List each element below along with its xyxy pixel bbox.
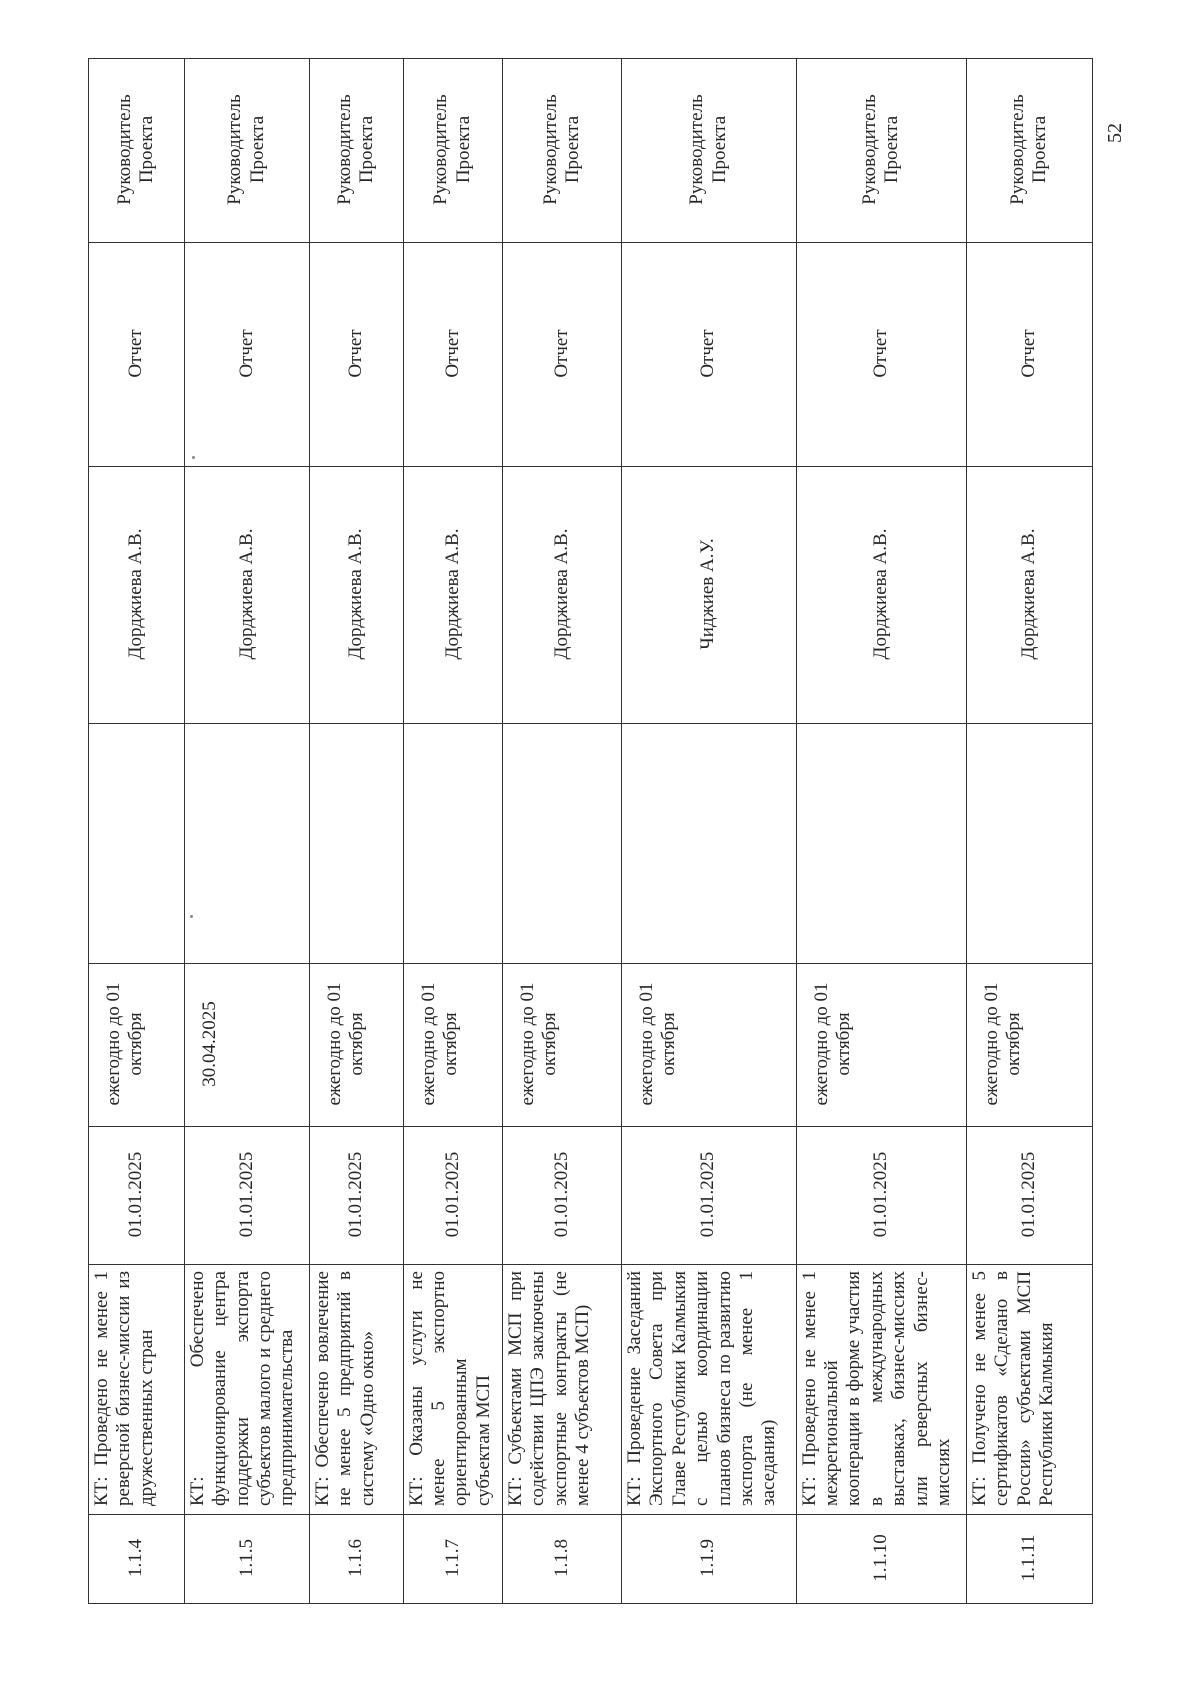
event-cell: КТ: Проведено не менее 1 межрегиональной кооперации в форме участия в международных выставках, бизнес-миссиях или реверсных бизнес-миссиях [796, 1265, 966, 1515]
table-row [966, 59, 1092, 1604]
event-cell: КТ: Проведение Заседаний Экспортного Совета при Главе Республики Калмыкия с целью координации планов бизнеса по развитию экспорта (не менее 1 заседания) [621, 1265, 796, 1515]
document-type-cell: Отчет [184, 243, 309, 467]
row-number-cell: 1.1.11 [966, 1515, 1092, 1604]
control-level-cell: Руководитель Проекта [89, 59, 185, 243]
table-row [796, 59, 966, 1604]
document-type-cell: Отчет [621, 243, 796, 467]
event-cell: КТ: Получено не менее 5 сертификатов «Сделано в России» субъектами МСП Республики Калмыкия [966, 1265, 1092, 1515]
end-date-cell: ежегодно до 01 октября [796, 964, 966, 1127]
rotated-table-sheet [88, 59, 1093, 1604]
end-date-cell: ежегодно до 01 октября [309, 964, 403, 1127]
start-date-cell: 01.01.2025 [89, 1127, 185, 1265]
start-date-cell: 01.01.2025 [966, 1127, 1092, 1265]
row-number-cell: 1.1.5 [184, 1515, 309, 1604]
event-cell: КТ: Проведено не менее 1 реверсной бизнес-миссии из дружественных стран [89, 1265, 185, 1515]
responsible-person-cell: Дорджиева А.В. [403, 467, 503, 724]
end-date-cell: ежегодно до 01 октября [621, 964, 796, 1127]
empty-cell [403, 724, 503, 964]
control-level-cell: Руководитель Проекта [403, 59, 503, 243]
control-level-cell: Руководитель Проекта [309, 59, 403, 243]
start-date-cell: 01.01.2025 [621, 1127, 796, 1265]
responsible-person-cell: Дорджиева А.В. [309, 467, 403, 724]
responsible-person-cell: Дорджиева А.В. [966, 467, 1092, 724]
control-level-cell: Руководитель Проекта [503, 59, 622, 243]
table-row [309, 59, 403, 1604]
end-date-cell: ежегодно до 01 октября [966, 964, 1092, 1127]
empty-cell [966, 724, 1092, 964]
table-row [184, 59, 309, 1604]
start-date-cell: 01.01.2025 [503, 1127, 622, 1265]
row-number-cell: 1.1.10 [796, 1515, 966, 1604]
end-date-cell: ежегодно до 01 октября [503, 964, 622, 1127]
start-date-cell: 01.01.2025 [796, 1127, 966, 1265]
row-number-cell: 1.1.7 [403, 1515, 503, 1604]
event-cell: КТ: Обеспечено вовлечение не менее 5 предприятий в систему «Одно окно» [309, 1265, 403, 1515]
end-date-cell: 30.04.2025 [184, 964, 309, 1127]
row-number-cell: 1.1.9 [621, 1515, 796, 1604]
control-level-cell: Руководитель Проекта [184, 59, 309, 243]
control-level-cell: Руководитель Проекта [796, 59, 966, 243]
row-number-cell: 1.1.6 [309, 1515, 403, 1604]
document-type-cell: Отчет [966, 243, 1092, 467]
event-cell: КТ: Субъектами МСП при содействии ЦПЭ заключены экспортные контракты (не менее 4 субъектов МСП) [503, 1265, 622, 1515]
start-date-cell: 01.01.2025 [403, 1127, 503, 1265]
end-date-cell: ежегодно до 01 октября [89, 964, 185, 1127]
control-level-cell: Руководитель Проекта [621, 59, 796, 243]
page-number: 52 [1103, 123, 1126, 143]
table-row [89, 59, 185, 1604]
empty-cell [309, 724, 403, 964]
empty-cell [621, 724, 796, 964]
document-type-cell: Отчет [309, 243, 403, 467]
row-number-cell: 1.1.8 [503, 1515, 622, 1604]
empty-cell [89, 724, 185, 964]
table-row [403, 59, 503, 1604]
row-number-cell: 1.1.4 [89, 1515, 185, 1604]
empty-cell [503, 724, 622, 964]
plan-table [88, 58, 1093, 1604]
responsible-person-cell: Дорджиева А.В. [503, 467, 622, 724]
empty-cell [184, 724, 309, 964]
event-cell: КТ: Обеспечено функционирование центра поддержки экспорта субъектов малого и среднего предпринимательства [184, 1265, 309, 1515]
responsible-person-cell: Чиджиев А.У. [621, 467, 796, 724]
responsible-person-cell: Дорджиева А.В. [184, 467, 309, 724]
document-type-cell: Отчет [403, 243, 503, 467]
document-type-cell: Отчет [89, 243, 185, 467]
empty-cell [796, 724, 966, 964]
responsible-person-cell: Дорджиева А.В. [796, 467, 966, 724]
table-row [503, 59, 622, 1604]
table-row [621, 59, 796, 1604]
document-type-cell: Отчет [796, 243, 966, 467]
start-date-cell: 01.01.2025 [309, 1127, 403, 1265]
responsible-person-cell: Дорджиева А.В. [89, 467, 185, 724]
event-cell: КТ: Оказаны услуги не менее 5 экспортно ориентированным субъектам МСП [403, 1265, 503, 1515]
control-level-cell: Руководитель Проекта [966, 59, 1092, 243]
end-date-cell: ежегодно до 01 октября [403, 964, 503, 1127]
document-type-cell: Отчет [503, 243, 622, 467]
start-date-cell: 01.01.2025 [184, 1127, 309, 1265]
